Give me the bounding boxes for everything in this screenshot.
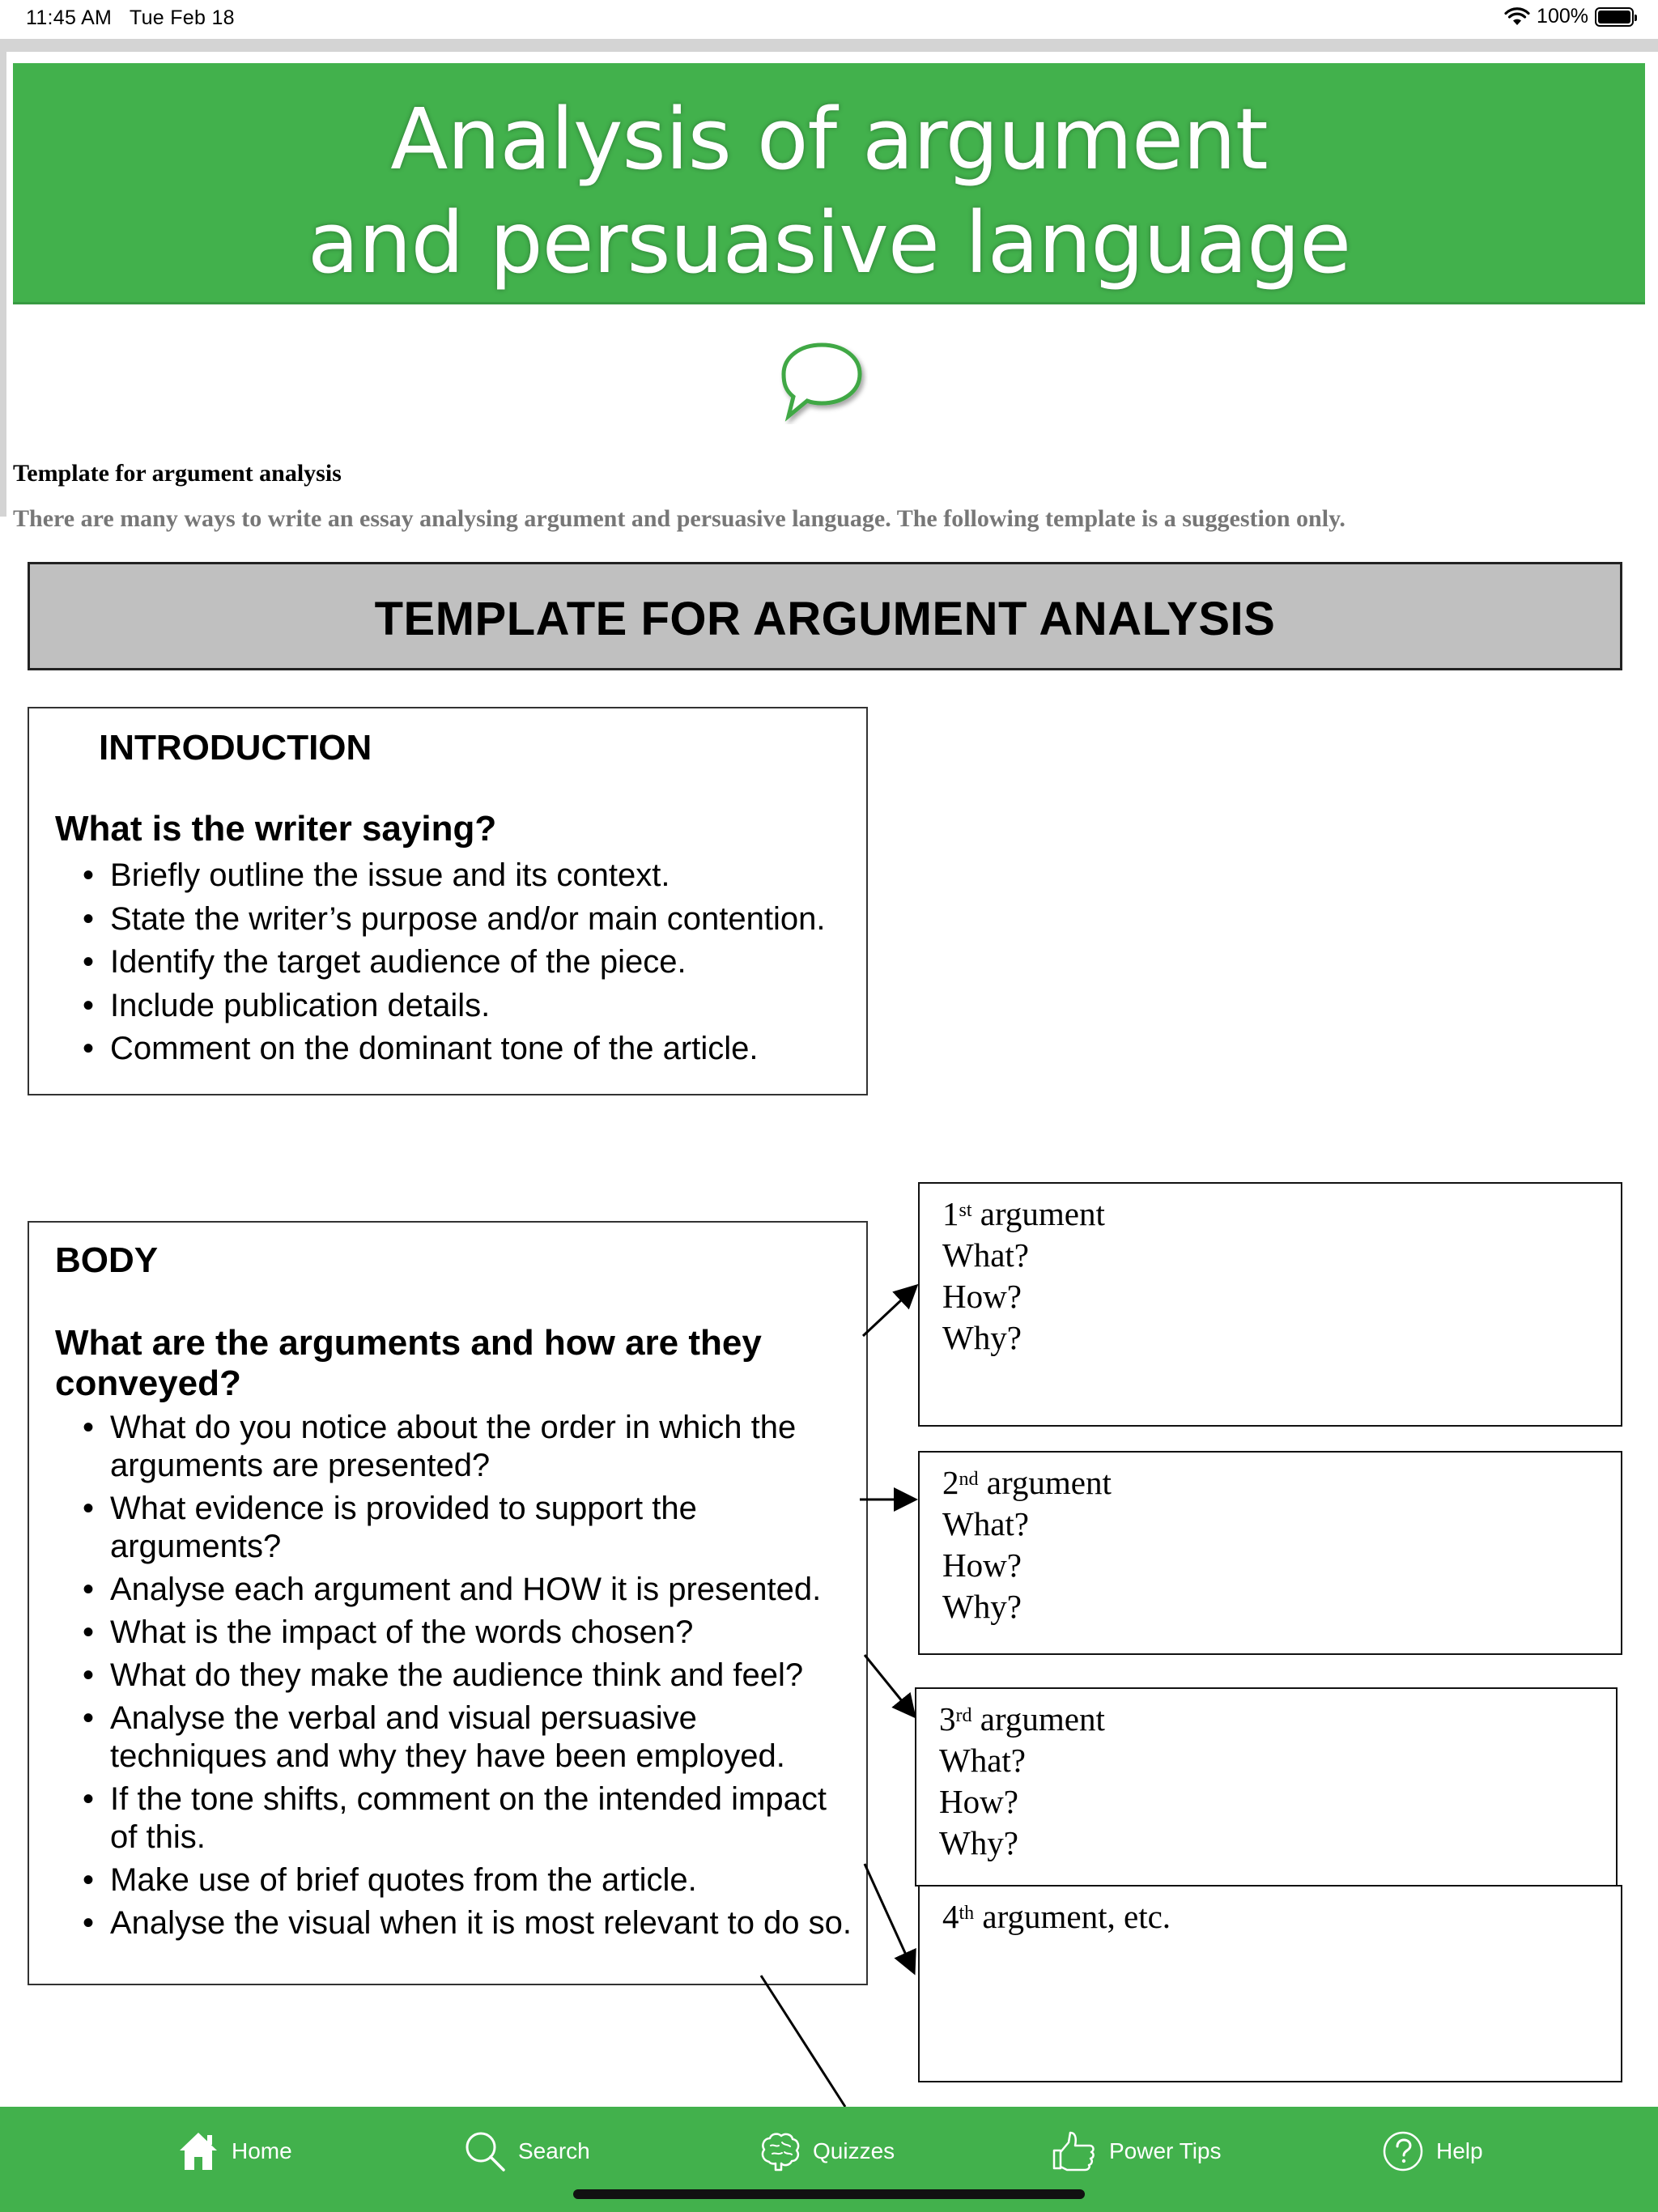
status-indicators xyxy=(1504,5,1634,28)
body-question: What are the arguments and how are they conveyed? xyxy=(55,1323,762,1403)
tab-search[interactable] xyxy=(463,2125,590,2178)
status-clock: 11:45 AM xyxy=(26,6,113,29)
brain-icon xyxy=(758,2129,801,2173)
section-heading: Template for argument analysis xyxy=(13,460,342,487)
argument-prompt: What? xyxy=(942,1505,1029,1542)
list-item: • State the writer’s purpose and/or main contention. xyxy=(83,898,860,942)
battery-percent: 100% xyxy=(1537,5,1588,28)
arrow-to-argument-4 xyxy=(865,1864,913,1971)
tab-label: Power Tips xyxy=(1109,2138,1222,2163)
list-item: • What evidence is provided to support the arguments? xyxy=(83,1490,860,1566)
argument-prompt: What? xyxy=(942,1236,1029,1274)
list-item: • What is the impact of the words chosen? xyxy=(83,1614,860,1652)
argument-prompt: What? xyxy=(939,1742,1026,1779)
argument-prompt: Why? xyxy=(942,1588,1022,1625)
search-icon xyxy=(463,2129,507,2173)
banner-title: Analysis of argument and persuasive language xyxy=(307,90,1351,292)
list-item: • Analyse the verbal and visual persuasive techniques and why they have been employed. xyxy=(83,1699,860,1776)
argument-title: 4th argument, etc. xyxy=(942,1898,1171,1935)
help-icon xyxy=(1381,2129,1425,2173)
list-item: • What do they make the audience think and feel? xyxy=(83,1657,860,1695)
tab-label: Quizzes xyxy=(813,2138,895,2163)
argument-prompt: How? xyxy=(939,1783,1018,1820)
content-frame-side xyxy=(0,39,6,517)
home-icon xyxy=(176,2129,220,2173)
tab-label: Help xyxy=(1436,2138,1483,2163)
list-item: • Comment on the dominant tone of the article. xyxy=(83,1027,860,1071)
template-header-title: TEMPLATE FOR ARGUMENT ANALYSIS xyxy=(374,593,1276,645)
argument-title: 1st argument xyxy=(942,1195,1105,1232)
argument-prompt: How? xyxy=(942,1278,1022,1315)
thumbs-up-icon xyxy=(1051,2129,1098,2173)
introduction-bullets xyxy=(83,854,860,1071)
template-header xyxy=(28,562,1622,670)
content-frame-top xyxy=(0,39,1658,52)
list-item: • Include publication details. xyxy=(83,985,860,1028)
argument-box-3 xyxy=(915,1687,1618,1887)
list-item: • What do you notice about the order in which the arguments are presented? xyxy=(83,1409,860,1485)
argument-box-4 xyxy=(918,1885,1622,2082)
body-box xyxy=(28,1221,868,1985)
list-item: • If the tone shifts, comment on the intended impact of this. xyxy=(83,1780,860,1857)
argument-box-2 xyxy=(918,1451,1622,1655)
body-bullets xyxy=(83,1409,860,1947)
argument-box-1 xyxy=(918,1182,1622,1427)
introduction-label: INTRODUCTION xyxy=(99,728,372,768)
tab-label: Home xyxy=(232,2138,292,2163)
arrow-to-argument-3 xyxy=(865,1655,913,1715)
wifi-icon xyxy=(1504,7,1530,27)
status-bar xyxy=(0,0,1658,37)
status-date: Tue Feb 18 xyxy=(129,6,235,29)
list-item: • Make use of brief quotes from the article. xyxy=(83,1861,860,1899)
argument-prompt: Why? xyxy=(942,1319,1022,1356)
argument-title: 2nd argument xyxy=(942,1464,1112,1501)
argument-title: 3rd argument xyxy=(939,1700,1105,1738)
tab-home[interactable] xyxy=(176,2125,292,2178)
list-item: • Analyse the visual when it is most relevant to do so. xyxy=(83,1904,860,1942)
arrow-to-argument-1 xyxy=(863,1287,915,1336)
argument-prompt: Why? xyxy=(939,1824,1018,1861)
tab-quizzes[interactable] xyxy=(758,2125,895,2178)
list-item: • Briefly outline the issue and its context. xyxy=(83,854,860,898)
tab-power-tips[interactable] xyxy=(1051,2125,1222,2178)
arrow-to-conclusion xyxy=(761,1976,845,2107)
list-item: • Analyse each argument and HOW it is presented. xyxy=(83,1571,860,1609)
argument-prompt: How? xyxy=(942,1546,1022,1584)
speech-bubble-icon[interactable] xyxy=(776,338,868,424)
list-item: • Identify the target audience of the piece. xyxy=(83,941,860,985)
status-time xyxy=(26,6,235,30)
tab-help[interactable] xyxy=(1381,2125,1483,2178)
banner xyxy=(13,63,1645,304)
battery-icon xyxy=(1595,7,1634,27)
tab-label: Search xyxy=(518,2138,590,2163)
section-intro: There are many ways to write an essay analysing argument and persuasive language. The following template is a suggestion only. xyxy=(13,505,1346,532)
body-label: BODY xyxy=(55,1240,159,1280)
introduction-box xyxy=(28,707,868,1095)
introduction-question: What is the writer saying? xyxy=(55,809,497,849)
home-indicator[interactable] xyxy=(573,2189,1085,2199)
